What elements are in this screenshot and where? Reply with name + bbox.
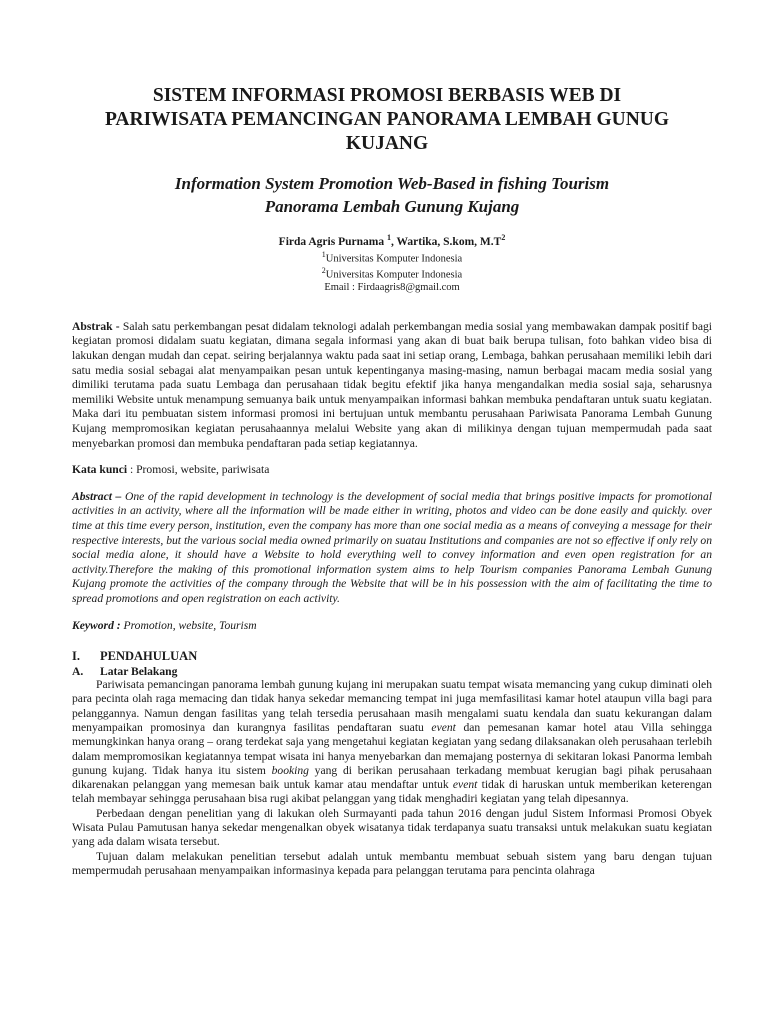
p1-part-d: tidak di haruskan untuk memberikan keterengan telah membayar sehingga perusahaan bisa rugi akibat pelanggan yang tidak menghadiri kegiatan yang telah dipesannya. — [72, 778, 712, 806]
author-1-affiliation-mark: 1 — [386, 233, 391, 242]
keyword-paragraph — [72, 619, 712, 634]
affiliation-2-mark: 2 — [321, 266, 326, 276]
author-1: Firda Agris Purnama — [278, 235, 385, 248]
p1-part-b: dan pemesanan kamar hotel atau Villa sehingga memungkinkan hanya orang – orang terdekat saja yang mengetahui kegiatan kegiatan yang sedang dilaksanakan oleh perusahaan terlebih dalam mempromosikan kegiatannya tempat wisata ini hanya menyebarkan dan memajang posternya di sekitaran lokasi Panorma lembah gunung kujang. Tidak hanya itu sistem — [72, 721, 713, 777]
affiliation-2 — [72, 265, 712, 282]
paper-subtitle — [72, 172, 712, 218]
p1-part-a: Pariwisata pemancingan panorama lembah gunung kujang ini merupakan suatu tempat wisata memancing yang cukup diminati oleh para pecinta olah raga memacing dan tidak hanya sekedar memancing tempat ini juga memfasilitasi kamar hotel ataupun villa bagi para pelanggannya. Namun dengan fasilitas yang telah tersedia perusahaan masih mengalami suatu kendala dan suatu kekurangan dalam menyampaikan promosinya dan kurangnya fasilitas pendaftaran suatu — [72, 678, 712, 734]
paper-title — [72, 84, 702, 156]
author-block — [72, 231, 712, 294]
abstract-text: One of the rapid development in technology is the development of social media that brings positive impacts for promotional activities in an activity, where all the information will be made either in writing, photos and video can be done easily and quickly. over time at this time every person, institution, even the company has more than one social media as a means of conveying a message for their respective interests, but the various social media owned primarily on suatau Institutions and companies are not so effective if only rely on social media alone, it should have a Website to hold everything well to convey information and even open registration for an activity.Therefore the making of this promotional information system aims to help Tourism companies Panorama Lembah Gunung Kujang promote the activities of the company through the Website that will be in his possession with the aim of facilitating the time to spread promotions and open registration on each activity. — [72, 489, 712, 605]
p1-event-term-2: event — [452, 778, 478, 792]
subsection-title: Latar Belakang — [100, 665, 178, 679]
body-paragraph-3: Tujuan dalam melakukan penelitian tersebut adalah untuk membantu membuat sebuah sistem yang baru dengan tujuan mempermudah perusahaan menyampaikan informasinya kepada para pelanggan terutama para pencinta olahraga — [72, 849, 712, 877]
section-title: PENDAHULUAN — [100, 649, 198, 664]
author-2: Wartika, S.kom, M.T — [396, 235, 502, 248]
subtitle-line-2: Panorama Lembah Gunung Kujang — [264, 197, 520, 216]
subsection-number: A. — [72, 665, 84, 679]
kata-kunci-text: : Promosi, website, pariwisata — [127, 463, 270, 477]
p1-booking-term: booking — [271, 763, 309, 777]
body-paragraph-2: Perbedaan dengan penelitian yang di lakukan oleh Surmayanti pada tahun 2016 dengan judul Sistem Informasi Promosi Obyek Wisata Pulau Pamutusan hanya sekedar mengenalkan obyek wisatanya tidak terdapanya suatu transaksi untuk melakukan suatu kegiatan yang ada dalam wisata tersebut. — [72, 806, 712, 849]
abstrak-paragraph — [72, 320, 712, 451]
author-2-affiliation-mark: 2 — [501, 233, 506, 242]
title-line-2: PARIWISATA PEMANCINGAN PANORAMA LEMBAH GUNUG — [104, 109, 670, 130]
author-email: Email : Firdaagris8@gmail.com — [324, 281, 460, 293]
kata-kunci-paragraph — [72, 463, 712, 478]
title-line-1: SISTEM INFORMASI PROMOSI BERBASIS WEB DI — [152, 85, 622, 106]
affiliation-1-mark: 1 — [321, 249, 326, 259]
abstract-paragraph — [72, 490, 712, 607]
section-number: I. — [72, 649, 80, 664]
abstrak-text: Salah satu perkembangan pesat didalam teknologi adalah perkembangan media sosial yang membawakan dampak positif bagi kegiatan promosi didalam suatu kegiatan, dimana segala informasi yang akan di buat baik berupa tulisan, foto bahkan video bisa di lakukan dengan mudah dan cepat. seiring berjalannya waktu pada saat ini setiap orang, Lembaga, bahkan perusahaan memiliki lebih dari satu media sosial sebagai alat menyampaikan pesan untuk kepentinganya masing-masing, namun berbagai macam media sosial yang dimiliki terutama pada suatu Lembaga dan perusahaan tidak begitu efektif jika hanya mengandalkan media sosial saja, seharusnya memiliki Website untuk menampung semuanya baik untuk menyampaikan informasi bahkan membuka pendaftaran untuk suatu kegiatan. Maka dari itu pembuatan sistem informasi promosi ini bertujuan untuk membantu perusahaan Pariwisata Panorama Lembah Gunung Kujang mempromosikan kegiatan perusahaannya melalui Website yang akan di milikinya dengan tujuan mempermudah pada saat menyebarkan promosi dan membuka pendaftaran pada setiap kegiatannya. — [72, 319, 713, 450]
section-heading-pendahuluan — [72, 649, 712, 664]
author-names — [72, 231, 712, 249]
author-separator: , — [390, 235, 397, 248]
subtitle-line-1: Information System Promotion Web-Based in fishing Tourism — [174, 174, 610, 193]
subsection-heading-latar-belakang — [72, 665, 712, 678]
abstrak-label: Abstrak - — [72, 319, 120, 333]
keyword-text: Promotion, website, Tourism — [120, 618, 257, 632]
p1-part-c: yang di berikan perusahaan terkadang membuat kerugian bagi pihak perusahaan dikarenakan pelanggan yang memesan baik untuk kamar atau mendaftar untuk — [72, 763, 712, 792]
affiliation-1 — [72, 249, 712, 266]
affiliation-2-text: Universitas Komputer Indonesia — [325, 269, 463, 281]
keyword-label: Keyword : — [72, 618, 121, 632]
kata-kunci-label: Kata kunci — [72, 463, 128, 477]
affiliation-1-text: Universitas Komputer Indonesia — [325, 253, 463, 265]
abstract-label: Abstract – — [72, 489, 122, 503]
p1-event-term: event — [431, 721, 456, 734]
body-paragraph-1 — [72, 678, 712, 807]
title-line-3: KUJANG — [345, 133, 429, 154]
